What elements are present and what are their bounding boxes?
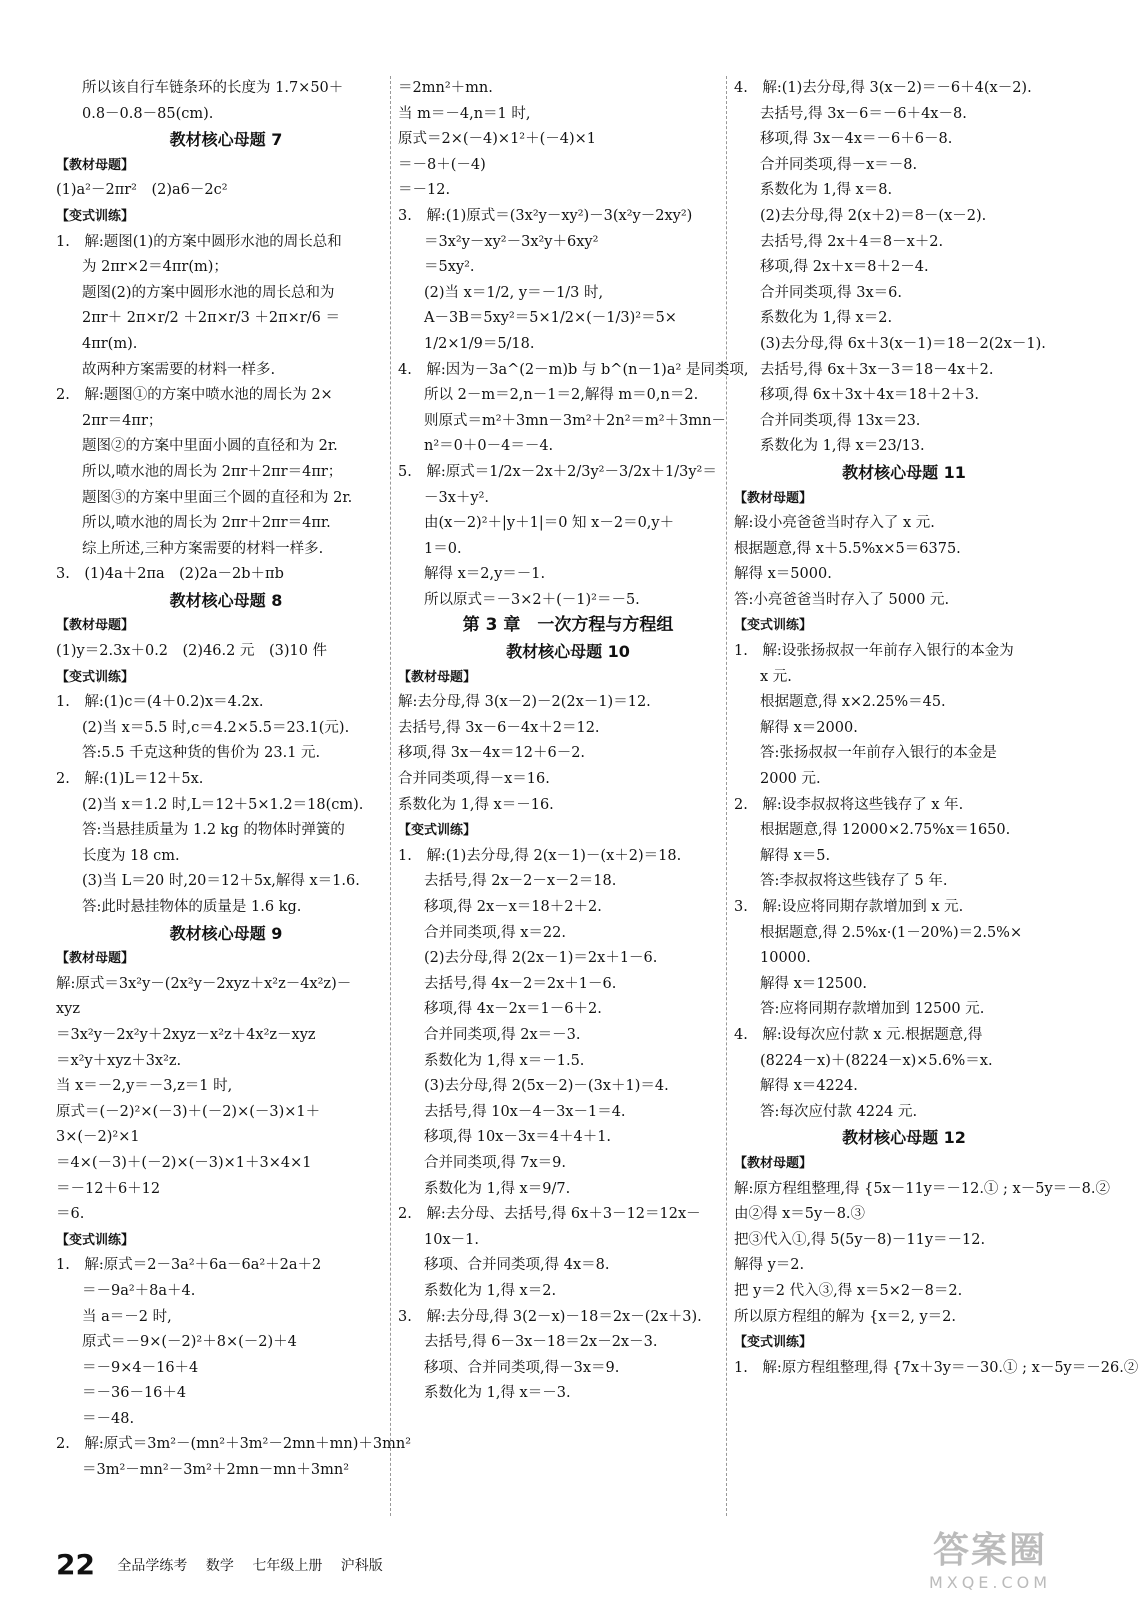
text-line: ＝4×(－3)＋(－2)×(－3)×1＋3×4×1 bbox=[56, 1154, 312, 1171]
text-line: 则原式＝m²＋3mn－3m²＋2n²＝m²＋3mn－ bbox=[424, 412, 726, 429]
text-line: 综上所述,三种方案需要的材料一样多. bbox=[82, 540, 324, 557]
text-line: 合并同类项,得－x＝－8. bbox=[760, 156, 918, 173]
text-line: 根据题意,得 2.5%x·(1－20%)＝2.5%× bbox=[760, 924, 1023, 941]
subsection-label: 【变式训练】 bbox=[734, 618, 813, 634]
subsection-label: 【变式训练】 bbox=[734, 1335, 813, 1351]
text-line: x 元. bbox=[760, 668, 792, 685]
text-line: 系数化为 1,得 x＝2. bbox=[424, 1282, 557, 1299]
text-line: 解得 x＝5. bbox=[760, 847, 831, 864]
text-line: 当 a＝－2 时, bbox=[82, 1308, 172, 1325]
text-line: A－3B＝5xy²＝5×1/2×(－1/3)²＝5× bbox=[424, 310, 677, 327]
text-line: 解得 x＝5000. bbox=[734, 566, 832, 583]
text-line: (2)去分母,得 2(2x－1)＝2x＋1－6. bbox=[424, 950, 658, 967]
text-line: 系数化为 1,得 x＝23/13. bbox=[760, 438, 925, 455]
text-line: 系数化为 1,得 x＝2. bbox=[760, 310, 893, 327]
text-line: ＝x²y＋xyz＋3x²z. bbox=[56, 1052, 182, 1069]
text-line: 去括号,得 2x＋4＝8－x＋2. bbox=[760, 233, 944, 250]
text-line: 答:5.5 千克这种货的售价为 23.1 元. bbox=[82, 745, 321, 762]
text-line: 去括号,得 4x－2＝2x＋1－6. bbox=[424, 975, 617, 992]
text-line: 合并同类项,得 7x＝9. bbox=[424, 1154, 566, 1171]
edition-name: 沪科版 bbox=[340, 1557, 383, 1574]
text-line: 移项,得 3x－4x＝－6＋6－8. bbox=[760, 131, 953, 148]
chapter-heading: 第 3 章 一次方程与方程组 bbox=[462, 615, 674, 636]
text-line: (3)当 L＝20 时,20＝12＋5x,解得 x＝1.6. bbox=[82, 873, 360, 890]
section-heading: 教材核心母题 10 bbox=[506, 642, 630, 662]
subsection-label: 【教材母题】 bbox=[56, 157, 135, 173]
text-line: 原式＝－9×(－2)²＋8×(－2)＋4 bbox=[82, 1334, 297, 1351]
text-line: (2)当 x＝5.5 时,c＝4.2×5.5＝23.1(元). bbox=[82, 719, 350, 736]
text-line: 答:李叔叔将这些钱存了 5 年. bbox=[760, 873, 948, 890]
watermark-text: 答案圈 bbox=[932, 1530, 1047, 1571]
text-line: 2πr＝4πr； bbox=[82, 412, 163, 429]
text-line: 合并同类项,得 13x＝23. bbox=[760, 412, 921, 429]
text-line: 3. 解:去分母,得 3(2－x)－18＝2x－(2x＋3). bbox=[398, 1308, 702, 1325]
text-line: 答:每次应付款 4224 元. bbox=[760, 1103, 918, 1120]
text-line: 3. 解:设应将同期存款增加到 x 元. bbox=[734, 899, 964, 915]
text-line: 3. (1)4a＋2πa (2)2a－2b＋πb bbox=[56, 566, 284, 583]
text-line: ＝－12＋6＋12 bbox=[56, 1180, 161, 1197]
section-heading: 教材核心母题 8 bbox=[169, 590, 283, 610]
text-line: 移项,得 3x－4x＝12＋6－2. bbox=[398, 745, 586, 762]
text-line: 2. 解:(1)L＝12＋5x. bbox=[56, 771, 204, 788]
text-line: 移项,得 2x＋x＝8＋2－4. bbox=[760, 259, 929, 276]
text-line: 根据题意,得 12000×2.75%x＝1650. bbox=[760, 822, 1011, 839]
text-line: ＝－48. bbox=[82, 1410, 135, 1427]
text-line: 系数化为 1,得 x＝8. bbox=[760, 182, 893, 199]
text-line: ＝－9×4－16＋4 bbox=[82, 1359, 199, 1376]
text-line: 1. 解:(1)去分母,得 2(x－1)－(x＋2)＝18. bbox=[398, 847, 682, 864]
text-line: 去括号,得 10x－4－3x－1＝4. bbox=[424, 1103, 626, 1120]
text-line: (3)去分母,得 2(5x－2)－(3x＋1)＝4. bbox=[424, 1078, 669, 1095]
text-line: 题图②的方案中里面小圆的直径和为 2r. bbox=[82, 438, 338, 455]
text-line: ＝－12. bbox=[398, 182, 451, 199]
text-line: 题图③的方案中里面三个圆的直径和为 2r. bbox=[82, 489, 353, 506]
subsection-label: 【教材母题】 bbox=[56, 618, 135, 634]
text-line: 2. 解:去分母、去括号,得 6x＋3－12＝12x－ bbox=[398, 1206, 701, 1223]
subsection-label: 【变式训练】 bbox=[398, 823, 477, 839]
text-line: ＝－8＋(－4) bbox=[398, 156, 486, 173]
text-line: 所以原式＝－3×2＋(－1)²＝－5. bbox=[424, 591, 640, 608]
text-line: 合并同类项,得－x＝16. bbox=[398, 771, 550, 788]
text-line: 去括号,得 6－3x－18＝2x－2x－3. bbox=[424, 1334, 658, 1351]
subsection-label: 【教材母题】 bbox=[734, 490, 813, 506]
text-line: ＝2mn²＋mn. bbox=[398, 80, 493, 96]
text-line: 原式＝2×(－4)×1²＋(－4)×1 bbox=[398, 131, 597, 148]
text-line: 1. 解:原方程组整理,得 {7x＋3y＝－30.① ; x－5y＝－26.② bbox=[734, 1359, 1138, 1376]
text-line: 2. 解:原式＝3m²－(mn²＋3m²－2mn＋mn)＋3mn² bbox=[56, 1436, 412, 1453]
text-line: 解:设小亮爸爸当时存入了 x 元. bbox=[734, 515, 935, 532]
text-line: 系数化为 1,得 x＝－1.5. bbox=[424, 1052, 585, 1069]
text-line: 1＝0. bbox=[424, 540, 462, 557]
text-line: 去括号,得 3x－6＝－6＋4x－8. bbox=[760, 105, 967, 122]
text-line: 答:此时悬挂物体的质量是 1.6 kg. bbox=[82, 899, 302, 915]
text-line: 解:去分母,得 3(x－2)－2(2x－1)＝12. bbox=[398, 694, 651, 711]
text-line: 根据题意,得 x＋5.5%x×5＝6375. bbox=[734, 540, 961, 557]
watermark-url: MXQE.COM bbox=[928, 1573, 1052, 1592]
text-line: 解得 x＝12500. bbox=[760, 975, 868, 992]
text-line: 系数化为 1,得 x＝－16. bbox=[398, 796, 554, 813]
text-line: 故两种方案需要的材料一样多. bbox=[82, 361, 276, 378]
text-line: 1. 解:(1)c＝(4＋0.2)x＝4.2x. bbox=[56, 694, 264, 711]
text-line: 由(x－2)²＋|y＋1|＝0 知 x－2＝0,y＋ bbox=[424, 515, 675, 532]
text-line: 答:应将同期存款增加到 12500 元. bbox=[760, 1001, 985, 1018]
text-line: 0.8－0.8－85(cm). bbox=[82, 105, 214, 122]
page-footer bbox=[56, 1548, 397, 1582]
text-line: 合并同类项,得 x＝22. bbox=[424, 924, 566, 941]
text-line: 4. 解:(1)去分母,得 3(x－2)＝－6＋4(x－2). bbox=[734, 80, 1032, 96]
text-line: 2πr＋ 2π×r/2 ＋2π×r/3 ＋2π×r/6 ＝ bbox=[82, 310, 340, 327]
text-line: ＝3x²y－2x²y＋2xyz－x²z＋4x²z－xyz bbox=[56, 1026, 316, 1043]
text-line: 4. 解:设每次应付款 x 元.根据题意,得 bbox=[734, 1026, 983, 1043]
text-column-middle bbox=[398, 76, 749, 1407]
section-heading: 教材核心母题 7 bbox=[169, 130, 283, 150]
text-line: 所以,喷水池的周长为 2πr＋2πr＝4πr； bbox=[82, 463, 343, 480]
text-line: 10000. bbox=[760, 950, 811, 967]
subsection-label: 【教材母题】 bbox=[398, 669, 477, 685]
text-line: 长度为 18 cm. bbox=[82, 847, 180, 864]
text-line: 3×(－2)²×1 bbox=[56, 1129, 140, 1146]
text-line: 根据题意,得 x×2.25%＝45. bbox=[760, 694, 946, 711]
subsection-label: 【教材母题】 bbox=[56, 951, 135, 967]
subsection-label: 【变式训练】 bbox=[56, 1232, 135, 1248]
section-heading: 教材核心母题 12 bbox=[842, 1128, 966, 1148]
text-line: 4πr(m). bbox=[82, 335, 138, 352]
text-line: 去括号,得 3x－6－4x＋2＝12. bbox=[398, 719, 600, 736]
text-line: ＝3x²y－xy²－3x²y＋6xy² bbox=[424, 233, 599, 250]
text-line: 合并同类项,得 2x＝－3. bbox=[424, 1026, 581, 1043]
text-line: 移项,得 2x－x＝18＋2＋2. bbox=[424, 899, 602, 915]
text-line: 系数化为 1,得 x＝9/7. bbox=[424, 1180, 571, 1197]
text-line: 所以 2－m＝2,n－1＝2,解得 m＝0,n＝2. bbox=[424, 387, 699, 404]
text-line: 2. 解:题图①的方案中喷水池的周长为 2× bbox=[56, 387, 333, 404]
text-line: 移项、合并同类项,得 4x＝8. bbox=[424, 1257, 610, 1274]
text-line: 解得 x＝2000. bbox=[760, 719, 858, 736]
subject-name: 数学 bbox=[205, 1557, 234, 1574]
text-line: 答:当悬挂质量为 1.2 kg 的物体时弹簧的 bbox=[82, 822, 345, 839]
text-line: 答:小亮爸爸当时存入了 5000 元. bbox=[734, 591, 950, 608]
text-line: (1)a²－2πr² (2)a6－2c² bbox=[56, 182, 228, 199]
text-line: －3x＋y². bbox=[424, 489, 490, 506]
series-name: 全品学练考 bbox=[117, 1557, 188, 1574]
text-line: 解:原式＝3x²y－(2x²y－2xyz＋x²z－4x²z)－ bbox=[56, 975, 352, 992]
text-line: 移项,得 6x＋3x＋4x＝18＋2＋3. bbox=[760, 387, 979, 404]
text-line: (2)去分母,得 2(x＋2)＝8－(x－2). bbox=[760, 207, 987, 224]
text-line: (3)去分母,得 6x＋3(x－1)＝18－2(2x－1). bbox=[760, 335, 1046, 352]
text-line: 解得 x＝2,y＝－1. bbox=[424, 566, 546, 583]
text-line: 4. 解:因为－3a^(2－m)b 与 b^(n－1)a² 是同类项, bbox=[398, 361, 749, 378]
text-line: 所以该自行车链条环的长度为 1.7×50＋ bbox=[82, 80, 344, 96]
watermark-logo bbox=[900, 1522, 1080, 1592]
text-line: 5. 解:原式＝1/2x－2x＋2/3y²－3/2x＋1/3y²＝ bbox=[398, 463, 717, 480]
text-line: 2000 元. bbox=[760, 771, 821, 788]
text-line: 系数化为 1,得 x＝－3. bbox=[424, 1385, 571, 1402]
text-line: ＝－36－16＋4 bbox=[82, 1385, 187, 1402]
text-line: 为 2πr×2＝4πr(m)； bbox=[82, 259, 228, 276]
text-line: 移项,得 10x－3x＝4＋4＋1. bbox=[424, 1129, 612, 1146]
text-line: 1. 解:设张扬叔叔一年前存入银行的本金为 bbox=[734, 643, 1014, 660]
subsection-label: 【教材母题】 bbox=[734, 1155, 813, 1171]
text-line: 2. 解:设李叔叔将这些钱存了 x 年. bbox=[734, 796, 964, 813]
text-line: xyz bbox=[56, 1001, 81, 1018]
text-line: (8224－x)＋(8224－x)×5.6%＝x. bbox=[760, 1052, 993, 1069]
text-line: ＝6. bbox=[56, 1206, 85, 1223]
text-line: 3. 解:(1)原式＝(3x²y－xy²)－3(x²y－2xy²) bbox=[398, 207, 693, 224]
text-line: 解得 y＝2. bbox=[734, 1257, 805, 1274]
text-column-right bbox=[734, 76, 1138, 1381]
text-line: 1/2×1/9＝5/18. bbox=[424, 335, 535, 352]
text-line: 去括号,得 6x＋3x－3＝18－4x＋2. bbox=[760, 361, 994, 378]
text-line: 解得 x＝4224. bbox=[760, 1078, 858, 1095]
grade-name: 七年级上册 bbox=[252, 1557, 323, 1574]
text-line: (2)当 x＝1/2, y＝－1/3 时, bbox=[424, 284, 604, 301]
text-line: 去括号,得 2x－2－x－2＝18. bbox=[424, 873, 617, 890]
text-line: 1. 解:原式＝2－3a²＋6a－6a²＋2a＋2 bbox=[56, 1257, 322, 1274]
text-line: 答:张扬叔叔一年前存入银行的本金是 bbox=[760, 745, 997, 762]
text-line: 把③代入①,得 5(5y－8)－11y＝－12. bbox=[734, 1231, 986, 1248]
text-line: 移项,得 4x－2x＝1－6＋2. bbox=[424, 1001, 602, 1018]
subsection-label: 【变式训练】 bbox=[56, 208, 135, 224]
section-heading: 教材核心母题 9 bbox=[169, 923, 283, 943]
text-line: 所以,喷水池的周长为 2πr＋2πr＝4πr. bbox=[82, 515, 331, 532]
text-line: ＝3m²－mn²－3m²＋2mn－mn＋3mn² bbox=[82, 1462, 350, 1479]
text-line: 把 y＝2 代入③,得 x＝5×2－8＝2. bbox=[734, 1282, 963, 1299]
text-line: 所以原方程组的解为 {x＝2, y＝2. bbox=[734, 1308, 956, 1325]
text-line: ＝5xy². bbox=[424, 259, 475, 276]
text-line: (2)当 x＝1.2 时,L＝12＋5×1.2＝18(cm). bbox=[82, 796, 364, 813]
text-line: (1)y＝2.3x＋0.2 (2)46.2 元 (3)10 件 bbox=[56, 643, 328, 660]
text-line: 10x－1. bbox=[424, 1231, 479, 1248]
text-column-left bbox=[56, 76, 412, 1484]
subsection-label: 【变式训练】 bbox=[56, 669, 135, 685]
text-line: 移项、合并同类项,得－3x＝9. bbox=[424, 1359, 620, 1376]
text-line: n²＝0＋0－4＝－4. bbox=[424, 438, 554, 455]
text-line: 题图(2)的方案中圆形水池的周长总和为 bbox=[82, 284, 335, 301]
text-line: ＝－9a²＋8a＋4. bbox=[82, 1282, 196, 1299]
text-line: 当 x＝－2,y＝－3,z＝1 时, bbox=[56, 1078, 233, 1095]
text-line: 由②得 x＝5y－8.③ bbox=[734, 1206, 866, 1223]
text-line: 1. 解:题图(1)的方案中圆形水池的周长总和 bbox=[56, 233, 342, 250]
text-line: 解:原方程组整理,得 {5x－11y＝－12.① ; x－5y＝－8.② bbox=[734, 1180, 1110, 1197]
text-line: 合并同类项,得 3x＝6. bbox=[760, 284, 902, 301]
text-line: 原式＝(－2)²×(－3)＋(－2)×(－3)×1＋ bbox=[56, 1103, 321, 1120]
section-heading: 教材核心母题 11 bbox=[842, 462, 966, 482]
page-number: 22 bbox=[56, 1548, 95, 1581]
text-line: 当 m＝－4,n＝1 时, bbox=[398, 105, 531, 122]
